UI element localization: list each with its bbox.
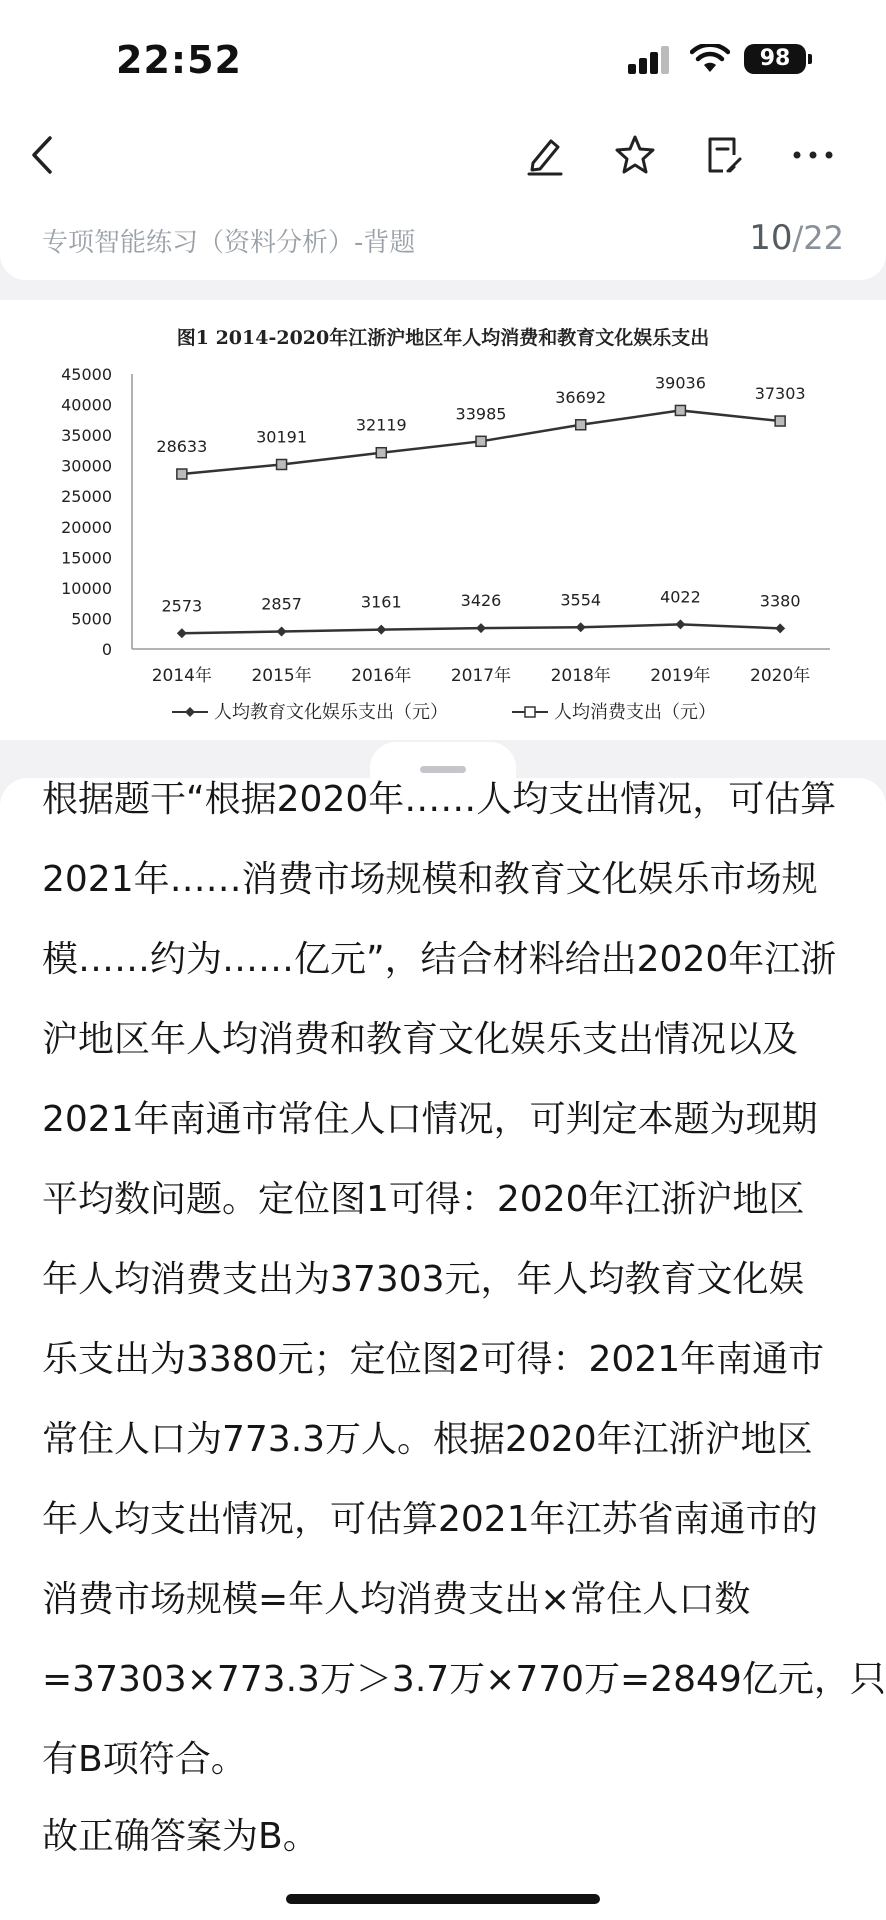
notes-button[interactable] <box>698 130 748 180</box>
y-tick-label: 25000 <box>61 487 112 507</box>
sheet-drag-handle[interactable] <box>420 766 466 773</box>
page-current: 10 <box>749 218 793 258</box>
more-button[interactable] <box>788 130 838 180</box>
status-time: 22:52 <box>116 38 242 82</box>
chart-area <box>0 300 886 740</box>
data-label: 4022 <box>660 587 701 607</box>
analysis-line: 平均数问题。定位图1可得：2020年江浙沪地区 <box>42 1179 805 1220</box>
analysis-line: 沪地区年人均消费和教育文化娱乐支出情况以及 <box>42 1019 799 1060</box>
data-point-square <box>476 436 486 446</box>
data-point-square <box>277 459 287 469</box>
data-point-square <box>675 405 685 415</box>
data-point-diamond <box>775 623 785 633</box>
page-total: /22 <box>792 219 844 257</box>
x-tick-label: 2018年 <box>550 666 611 686</box>
legend-marker-square <box>525 707 535 717</box>
more-icon <box>791 149 835 161</box>
y-tick-label: 5000 <box>71 609 112 629</box>
data-label: 33985 <box>455 404 507 424</box>
data-point-diamond <box>376 625 386 635</box>
data-label: 30191 <box>256 427 308 447</box>
data-label: 2857 <box>261 594 302 614</box>
x-tick-label: 2017年 <box>450 666 512 686</box>
data-label: 3426 <box>460 591 502 611</box>
x-tick-label: 2020年 <box>750 666 811 686</box>
legend-label: 人均消费支出（元） <box>554 702 716 723</box>
chart-title: 图1 2014-2020年江浙沪地区年人均消费和教育文化娱乐支出 <box>176 327 710 349</box>
legend-marker-diamond <box>185 707 195 717</box>
y-tick-label: 20000 <box>61 517 112 537</box>
cellular-signal-icon <box>628 46 670 74</box>
data-label: 3554 <box>560 590 602 610</box>
analysis-line: 消费市场规模=年人均消费支出×常住人口数 <box>42 1579 751 1620</box>
wifi-icon <box>690 44 730 74</box>
battery-icon: 98 <box>744 44 806 74</box>
page-counter <box>749 218 844 258</box>
back-icon <box>26 135 60 175</box>
home-indicator[interactable] <box>286 1894 600 1904</box>
data-label: 3161 <box>360 592 402 612</box>
favorite-button[interactable] <box>610 130 660 180</box>
analysis-sheet[interactable] <box>0 778 886 1920</box>
status-bar <box>0 0 886 120</box>
data-point-diamond <box>576 622 586 632</box>
data-point-diamond <box>177 628 187 638</box>
star-icon <box>613 133 657 177</box>
y-tick-label: 45000 <box>61 365 112 384</box>
x-tick-label: 2014年 <box>151 666 212 686</box>
analysis-line: 常住人口为773.3万人。根据2020年江浙沪地区 <box>42 1419 813 1460</box>
y-tick-label: 35000 <box>61 426 112 446</box>
line-chart <box>0 300 886 740</box>
analysis-line: 2021年南通市常住人口情况，可判定本题为现期 <box>42 1099 818 1140</box>
analysis-line: 2021年……消费市场规模和教育文化娱乐市场规 <box>42 859 818 900</box>
analysis-line: 年人均消费支出为37303元，年人均教育文化娱 <box>42 1259 805 1300</box>
y-tick-label: 0 <box>101 640 112 659</box>
analysis-line: 根据题干“根据2020年……人均支出情况，可估算 <box>42 779 837 820</box>
data-label: 32119 <box>355 415 407 435</box>
analysis-line: 年人均支出情况，可估算2021年江苏省南通市的 <box>42 1499 818 1540</box>
data-label: 36692 <box>555 387 607 407</box>
y-tick-label: 30000 <box>61 456 112 476</box>
analysis-line: 有B项符合。 <box>42 1739 247 1780</box>
data-point-square <box>177 469 187 479</box>
data-point-diamond <box>277 627 287 637</box>
answer-conclusion: 故正确答案为B。 <box>42 1816 319 1857</box>
data-label: 2573 <box>161 596 203 616</box>
y-tick-label: 40000 <box>61 395 112 415</box>
y-tick-label: 15000 <box>61 548 112 568</box>
analysis-text <box>42 778 886 1880</box>
data-point-diamond <box>476 623 486 633</box>
data-point-square <box>376 448 386 458</box>
data-label: 28633 <box>156 437 208 457</box>
notes-icon <box>701 133 745 177</box>
data-label: 3380 <box>759 591 801 611</box>
x-tick-label: 2019年 <box>650 666 711 686</box>
analysis-line: 模……约为……亿元”，结合材料给出2020年江浙 <box>42 939 837 980</box>
data-point-diamond <box>675 619 685 629</box>
data-label: 37303 <box>754 384 806 404</box>
battery-cap <box>808 54 812 64</box>
y-tick-label: 10000 <box>61 578 112 598</box>
data-point-square <box>576 420 586 430</box>
edit-button[interactable] <box>520 130 570 180</box>
back-button[interactable] <box>18 130 68 180</box>
x-tick-label: 2016年 <box>351 666 412 686</box>
analysis-line: =37303×773.3万＞3.7万×770万=2849亿元，只 <box>42 1659 886 1700</box>
breadcrumb: 专项智能练习（资料分析）-背题 <box>42 228 416 258</box>
data-point-square <box>775 416 785 426</box>
legend-label: 人均教育文化娱乐支出（元） <box>214 702 448 723</box>
analysis-line: 乐支出为3380元；定位图2可得：2021年南通市 <box>42 1339 825 1380</box>
data-label: 39036 <box>654 373 706 393</box>
edit-icon <box>523 133 567 177</box>
x-tick-label: 2015年 <box>251 666 312 686</box>
